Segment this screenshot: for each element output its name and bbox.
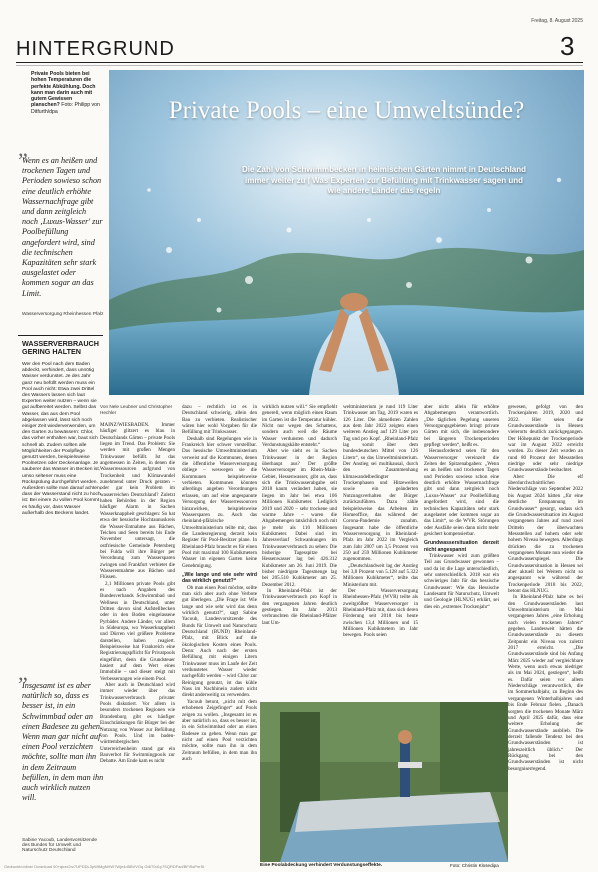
paragraph: Deshalb sind Regelungen wie in Frankreich hier schwer vorstellbar. Das hessische Umweltministerium verweist auf die Kommunen, denen die öffentliche Wasserversorgung obliege – weswegen sie die Kommunen beispielsweise verbieten. Kommunen könnten allerdings angeben Verordnungen erlassen, um auf eine angespannte Versorgung der Wasserressourcen hinzuwirken, beispielsweise Wassersparen zu. Auch das rheinland-pfälzische Umweltministerium teilte mit, dass die Landesregierung derzeit kein Register für Pool-Besitzer plane. In Rheinland-Pfalz braucht es für einen Pool mit maximal 100 Kubikmetern Wasser im eigenen Garten keine Genehmigung. xyxy=(182,435,257,569)
article-subheading: Grundwassersituation derzeit nicht angespannt xyxy=(424,540,499,553)
paragraph: aber nicht allein für erhöhte Abgabemengen verantwortlich. „Die täglichen Pegelung unseren Versorgungsgebieten bringt private Gärten mit sich, die insbesondere bei längeren Trockenperioden gepflegt werden“, heißt es. xyxy=(424,404,499,449)
photo-caption xyxy=(31,71,101,115)
paragraph: 2,1 Millionen private Pools gibt es nach Angaben des Bundesverbands Schwimmbad und Wellness in Deutschland, unter Dritten davon sind Aufstellbecken oder in den Boden eingelassene Pyrbäder. Andere Länder, vor allem in Südeuropa, wo Wasserknappheit und Dürren viel größere Probleme darstellen, haben reagiert. Beispielsweise hat Frankreich eine Registrierungspflicht für Privatpools eingeführt, denn die Grundsteuer hasiert auf dem Wert eines Immobilie – und dieser steigt mit Verbesserungen wie einem Pool. xyxy=(100,580,175,682)
paragraph: Yacoub betont, „nicht mit dem erhobenen Zeigefinger“ auf Pools zeigen zu wollen. „Insgesamt ist es aber natürlich so, dass es besser ist, in ein Schwimmbad oder an einen Badesee zu gehen. Wenn man gar nicht auf einen Pool verzichten möchte, sollte man ihn in dem Zeitraum befüllen, in dem man ihn auch xyxy=(182,698,257,762)
header-rule-thin xyxy=(16,65,583,66)
infobox-text: Wer den Pool nach dem Baden abdeckt, verhindert, dass unnötig Wasser verdunstet. Je des Jahr ganz neu befüllt werden muss ein Pool auch nicht: Etwa zwei Drittel des Wassers lassen sich laut Experten weiter nutzen – wenn sie gut aufbereitet werden. Selbst das Wasser, das aus dem Pool abgelassen wird, lässt sich noch einiger Zeit wiederverwenden, um den Garten zu bewässern: Chlor, das vorher enthalten war, baut sich schnell ab. Zudem sollten alle Möglichkeiten der Poolpflege genutzt werden, beispielsweise Poolnetzen oder Deckenanlage. Je sauberer das Wasser im Becken ist, umso seltener muss eine Rückspülung durchgeführt werden. Außerdem sollte man darauf achten, dass der Wasserstand nicht zu hoch ist: Bei einem zu vollen Pool kommt es häufig vor, dass Wasser außerhalb des Beckens landet. xyxy=(22,362,102,516)
paragraph: weltministerium je rund 119 Liter Trinkwasser am Tag, 2019 waren es 126 Liter. Die aktuellsten Zahlen aus dem Jahr 2022 zeigten einen weiteren Anstieg auf 129 Liter pro Tag und pro Kopf. „Rheinland-Pfalz lag somit über dem bundesdeutschen Mittel von 126 Litern“, so das Umweltministerium. Der Anstieg sei multikausal, durch den Zusammenhang klimawandelbedingter Trockenphasen und Hitzewellen sowie ein geänderten Nutzungsverhalten der Bürger zurückzuführen. Dazu zähle beispielsweise das Arbeiten im Homeoffice, das während der Corona-Pandemie zunahm. Insgesamt habe die öffentliche Wasserversorgung in Rheinland-Pfalz im Jahr 2022 im Vergleich zum Jahr 2007 um 3,5 Prozent von 250 auf 259 Millionen Kubikmeter zugenommen. xyxy=(343,404,418,563)
paragraph: Ob man einen Pool möchte, sollte man sich aber auch ohne Verbote gut überlegen. „Die Frage ist: Wie lange und wie sehr wird das denn wirklich genutzt?“, sagt Sabine Yacoub, Landesvorsitzende des Bunds für Umwelt und Naturschutz Deutschland (BUND) Rheinland-Pfalz, mit Blick auf die ökologischen Kosten eines Pools. Denn: Auch nach der ersten Befüllung mit einigen Litern Trinkwasser muss im Laufe der Zeit verdunstetes Wasser wieder nachgefüllt werden – wird Chlor zur Reinigung genutzt, ist das kühle Nass im Nachhinein zudem nicht direkt anderweitig zu verwenden. xyxy=(182,584,257,699)
photo-credit: Foto: Philipp von Ditfurth/dpa xyxy=(31,102,100,115)
photo-credit: Foto: Christin Klosedipa xyxy=(450,863,499,868)
article-column-5 xyxy=(424,404,499,696)
article-column-1 xyxy=(100,422,175,765)
paragraph: In Rheinland-Pfalz ist der Trinkwasserverbrauch pro Kopf in den vergangenen Jahren deutlich gestiegen. Im Jahr 2013 verbrauchten die Rheinland-Pfälzer laut Um- xyxy=(262,587,337,626)
pull-quote: Wenn es an heißen und trockenen Tagen und Perioden sowieso schon eine deutlich erhöhte Wassernachfrage gibt und dann zeitgleich noch ‚Luxus-Wasser' zur Poolbefüllung angefordert wird, sind die technischen Kapazitäten sehr stark ausgelastet oder kommen sogar an das Limit. xyxy=(22,156,103,298)
paragraph: Aber: Die elf überdurchschnittlichen Niederschläge von September 2022 bis August 2024 hätten „für eine deutliche Entspannung im Grundwasser“ gesorgt, sodass sich die Grundwassersituation im August vergangenen Jahres auf rund zwei Dritteln der überwachten Messstellen auf hohem oder sehr hohem Niveau bewegten. Allerdings drückten die zu trockenen vergangenen Monate nun wieder die Grundwasserspiegel. Die Grundwassersituation in Hessen sei aber aktuell bei Weitem nicht so angespannt wie während der Trockenperiode 2018 bis 2022, betont das HLNUG. xyxy=(508,473,583,594)
photo-caption-text: Private Pools bieten bei hohen Temperaturen die perfekte Abkühlung. Doch kann man darin auch mit gutem Gewissen planschen? xyxy=(31,71,96,109)
paragraph: Trinkwasser wird zum größten Teil aus Grundwasser gewonnen – und da ist die Lage unterschiedlich, sehr unterschiedlich. 2018 war ein schwieriges Jahr für das hessische Grundwasser: Wie das Hessische Landesamt für Naturschutz, Umwelt und Geologie (HLNUG) erklärt, sei dies ein „extremes Trockenjahr“ xyxy=(424,552,499,610)
pull-quote: Insgesamt ist es aber natürlich so, dass es besser ist, in ein Schwimmbad oder an einen Badesee zu gehen. Wenn man gar nicht auf einen Pool verzichten möchte, sollte man ihn in dem Zeitraum befüllen, in dem man ihn auch wirklich nutzen will. xyxy=(22,681,104,803)
infobox-heading: WASSERVERBRAUCH GERING HALTEN xyxy=(22,339,99,357)
article-column-2 xyxy=(182,404,257,762)
paragraph: wirklich nutzen will.“ Sie empfiehlt generell, wenn möglich einen Raum im Garten ist die Temperatur kühler. Nicht nur wegen des Schattens, sondern auch weil die Räume Wasser verdunsten und dadurch Verdunstungskälte entsteht.“ xyxy=(262,404,337,449)
article-column-3 xyxy=(262,404,337,696)
article-subheadline: Die Zahl von Schwimmbecken in heimischen Gärten nimmt in Deutschland immer weiter zu | Was Experten zur Befüllung mit Trinkwasser sagen und wie andere Länder das regeln xyxy=(241,165,527,195)
sidebar-divider xyxy=(18,335,103,336)
hero-photo xyxy=(109,70,584,395)
paragraph: In Rheinland-Pfalz habe es bei den Grundwasserständen laut Umweltministerium im Mai vergangenen Jahres „eine Erholung nach vielen trockenen Jahren“ gegeben. Landesweit hätten die Grundwasserstände zu diesem Zeitpunkt ein Niveau von zuletzt 2017 erreicht. „Die Grundwasserstände sind bis Anfang März 2025 wieder auf vergleichbare Werte, wenn auch etwas niedriger als im Mai 2024, gestiegen“, heißt es. Dafür seien vor allem Niederschläge verantwortlich, die im Sommerhalbjahr, zu Beginn des vergangenen Winterhalbjahres und bis Ende Februar fielen. „Danach sorgten die trockenen Monate März und April 2025 dafür, dass eine weitere Erholung der Grundwasserstände ausblieb. Die derzeit fallende Tendenz bei den Grundwasserständen ist jahreszeitlich üblich.“ Der Rückgang bei den Grundwasserständen ist nicht besorgniserregend. xyxy=(508,594,583,772)
paragraph: MAINZ/WIESBADEN. Immer häufiger glitzert es blau in Deutschlands Gärten – private Pools liegen im Trend. Das Problem: Sie werden mit großen Mengen Trinkwasser befüllt. Ist das angemessen in Zeiten, in denen die Wasserressourcen aufgrund von Trockenheit und Klimawandel zunehmend unter Druck geraten – oder gar kein Problem im wasserreichen Deutschland? Zuletzt haben Behörden in der Region häufiger Alarm in Sachen Wasserknappheit geschlagen: So hat etwa der hessische Hochtaunuskreis die Wasser-Entnahme aus Bächen, Teichen und Seen bereits bis Ende November untersagt, die ostfriesische Gemeinde Petersberg bei Fulda will ihre Bürger per Verordnung zum Wassersparen zwingen und Frankfurt verbietet die Wasserentnahme aus Bächen und Flüssen. xyxy=(100,422,175,581)
section-title: HINTERGRUND xyxy=(16,38,175,60)
issue-date: Freitag, 8. August 2025 xyxy=(531,18,583,24)
page-number: 3 xyxy=(560,31,575,61)
byline: Von Nele Leubner und Christopher Hechler xyxy=(100,404,173,415)
paragraph: „Deutschlandweit lag der Anstieg bei 3,8 Prozent von 5.128 auf 5.322 Millionen Kubikmeter“, teilte das Ministerium mit. xyxy=(343,562,418,588)
photo-caption: Eine Poolabdeckung verhindert Verdunstungseffekte. xyxy=(260,863,383,868)
pool-cover-image xyxy=(260,702,508,862)
pull-quote-source: Wasserversorgung Rheinhessen Pfalz xyxy=(22,312,104,317)
quote-mark-icon: „ xyxy=(18,660,28,685)
paragraph: Der Wasserversorgung Rheinhessen-Pfalz (WVR) teilte als zweitgrößter Wasserversorger in Rheinland-Pfalz mit, dass sich deren Förderung seit 2018 bis heute zwischen 13,4 Millionen und 15 Millionen Kubikmetern im Jahr bewegen. Pools seien xyxy=(343,587,418,639)
article-subheading: „Wie lange und wie sehr wird das wirklich genutzt?“ xyxy=(182,571,257,585)
paragraph: dazu – rechtlich ist es in Deutschland schwierig, allein den Bau zu verbieten. Realistischer wären hier wohl Vorgaben für die Befüllung mit Trinkwasser. xyxy=(182,404,257,436)
article-headline: Private Pools – eine Umweltsünde? xyxy=(168,97,525,124)
pull-quote-source: Sabine Yacoub, Landesvorsitzende des Bundes für Umwelt und Naturschutz Deutschland xyxy=(22,838,98,853)
paragraph: Herausfordernd seien für den Wasserversorger vereinzelt die Zeiten der Spitzenabgaben: „Wenn es an heißen und trockenen Tagen und Perioden sowieso schon eine deutlich erhöhte Wassernachfrage gibt und dann zeitgleich noch ‚Luxus-Wasser‘ zur Poolbefüllung angefordert wird, sind die technischen Kapazitäten sehr stark ausgelastet oder kommen sogar an das Limit“, so die WVR. Störungen oder Ausfälle seien dann nicht mehr gesichert kompensierbar. xyxy=(424,448,499,537)
article-column-4 xyxy=(343,404,418,696)
paragraph: gewesen, gefolgt von den Trockenjahren 2019, 2020 und 2022. Hier seien die Grundwasserstände in Hessen vielerorts deutlich zurückgegangen. Der Höhepunkt der Trockenperiode war im August 2022 erreicht worden. Zu dieser Zeit wurden an rund 80 Prozent der Messstellen niedrige oder sehr niedrige Grundwasserstände beobachtet. xyxy=(508,404,583,474)
paragraph: Aber wie sieht es in Sachen Trinkwasser in der Region überhaupt aus? Der größte Wasserversorger im Rhein-Main-Gebiet, Hessenwasser, gibt an, dass sich die Trinkwasserabgabe seit 2018 kaum verändert haben, sie liegen im Jahr bei etwa 106 Millionen Kubikmeter. Lediglich 2019 und 2020 – sehr trockene und warme Jahre – waren die Abgabemengen tatsächlich noch mit je mehr als 110 Millionen Kubikmeter. Dabei sind im Jahresverlauf Schwankungen im Trinkwasserverbrauch zu sehen: Die bisherige Tagesspitze bei Hessenwasser lag bei 426.312 Kubikmeter am 26. Juni 2019. Die bisher niedrigste Tagesmenge lag bei 205.510 Kubikmeter am 25. Dezember 2012. xyxy=(262,448,337,588)
article-column-6 xyxy=(508,404,583,866)
footer-download-note: Gedruckt/online/ Download 00+qbzx2rz7UPDDL3pWtMgNHW7Wje4d5BVVGq Gt6T0d1y7SQRDFad/BFiSsPerSt xyxy=(4,864,205,869)
pool-cover-photo xyxy=(260,702,508,862)
quote-mark-icon: „ xyxy=(18,136,28,161)
header-rule xyxy=(16,62,583,63)
paragraph: Aber auch in Deutschland wird immer wieder über das Trinkwasserverbrauch privater Pools diskutiert. Vor allem in besonders trockenen Regionen wie Brandenburg gibt es häufiger Einschränkungen für Bürger bei der Nutzung von Wasser zur Befüllung von Pools. Und im baden-württembergischen Unterreichenheim stand gar ein Bauverbot für Swimmingpools zur Debatte. Am Ende kam es nicht xyxy=(100,682,175,765)
